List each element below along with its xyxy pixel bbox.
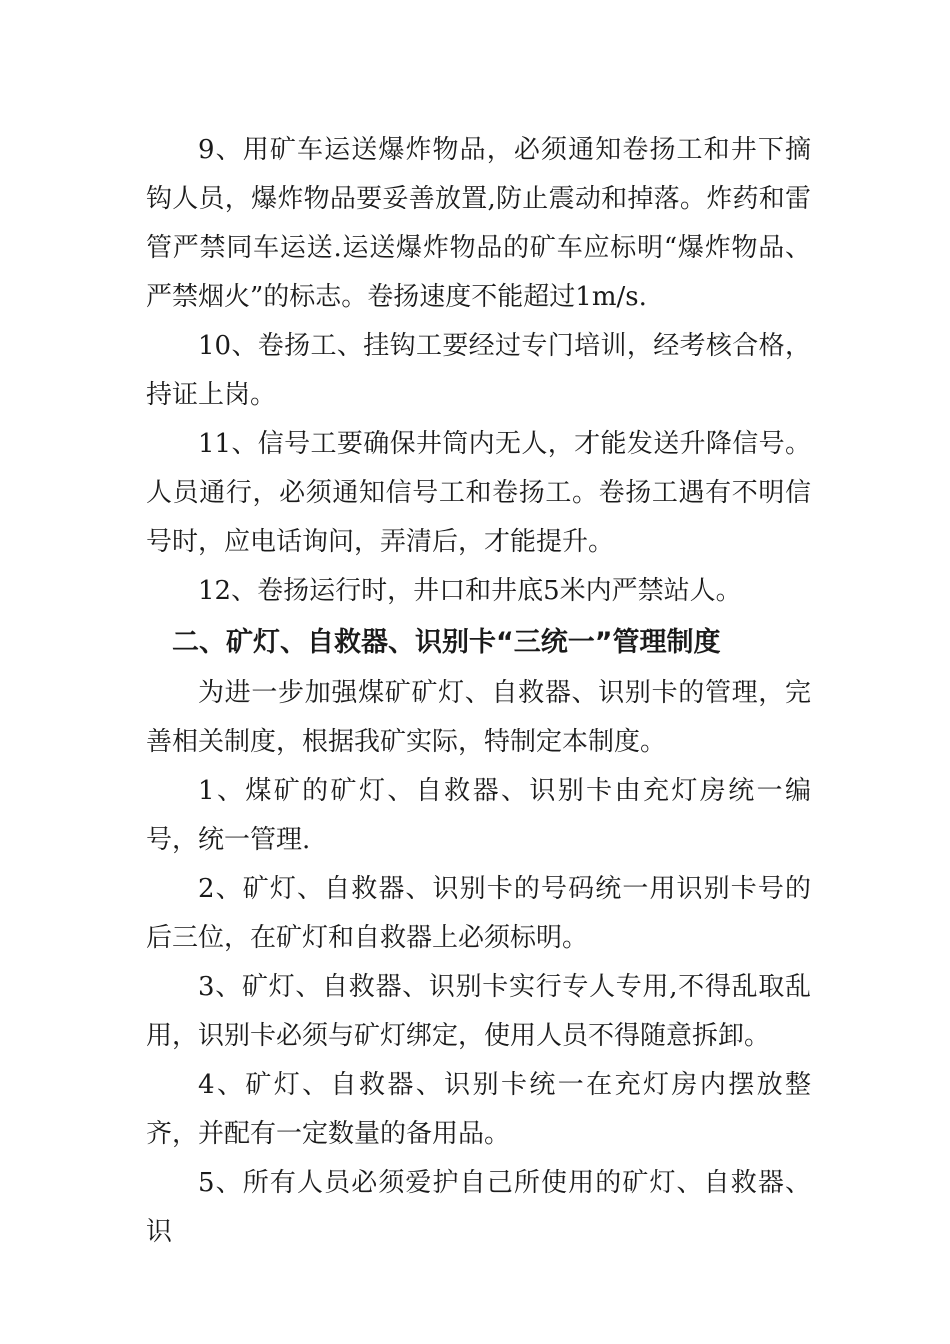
rule-1: 1、煤矿的矿灯、自救器、识别卡由充灯房统一编号，统一管理. bbox=[146, 776, 811, 855]
rule-3: 3、矿灯、自救器、识别卡实行专人专用,不得乱取乱用，识别卡必须与矿灯绑定，使用人员不得随意拆卸。 bbox=[146, 972, 811, 1051]
rule-5: 5、所有人员必须爱护自己所使用的矿灯、自救器、识 bbox=[146, 1168, 811, 1247]
section-heading: 二、矿灯、自救器、识别卡“三统一”管理制度 bbox=[172, 627, 721, 658]
document-body bbox=[146, 126, 811, 1257]
rule-2: 2、矿灯、自救器、识别卡的号码统一用识别卡号的后三位，在矿灯和自救器上必须标明。 bbox=[146, 874, 811, 953]
clause-12: 12、卷扬运行时，井口和井底5米内严禁站人。 bbox=[198, 576, 742, 606]
section-intro: 为进一步加强煤矿矿灯、自救器、识别卡的管理，完善相关制度，根据我矿实际，特制定本制度。 bbox=[146, 678, 811, 757]
clause-9: 9、用矿车运送爆炸物品，必须通知卷扬工和井下摘钩人员，爆炸物品要妥善放置,防止震动和掉落。炸药和雷管严禁同车运送.运送爆炸物品的矿车应标明“爆炸物品、严禁烟火”的标志。卷扬速度不能超过1m/s. bbox=[146, 135, 811, 312]
rule-4: 4、矿灯、自救器、识别卡统一在充灯房内摆放整齐，并配有一定数量的备用品。 bbox=[146, 1070, 811, 1149]
clause-10: 10、卷扬工、挂钩工要经过专门培训，经考核合格，持证上岗。 bbox=[146, 331, 811, 410]
clause-11: 11、信号工要确保井筒内无人，才能发送升降信号。人员通行，必须通知信号工和卷扬工。卷扬工遇有不明信号时，应电话询问，弄清后，才能提升。 bbox=[146, 429, 811, 557]
